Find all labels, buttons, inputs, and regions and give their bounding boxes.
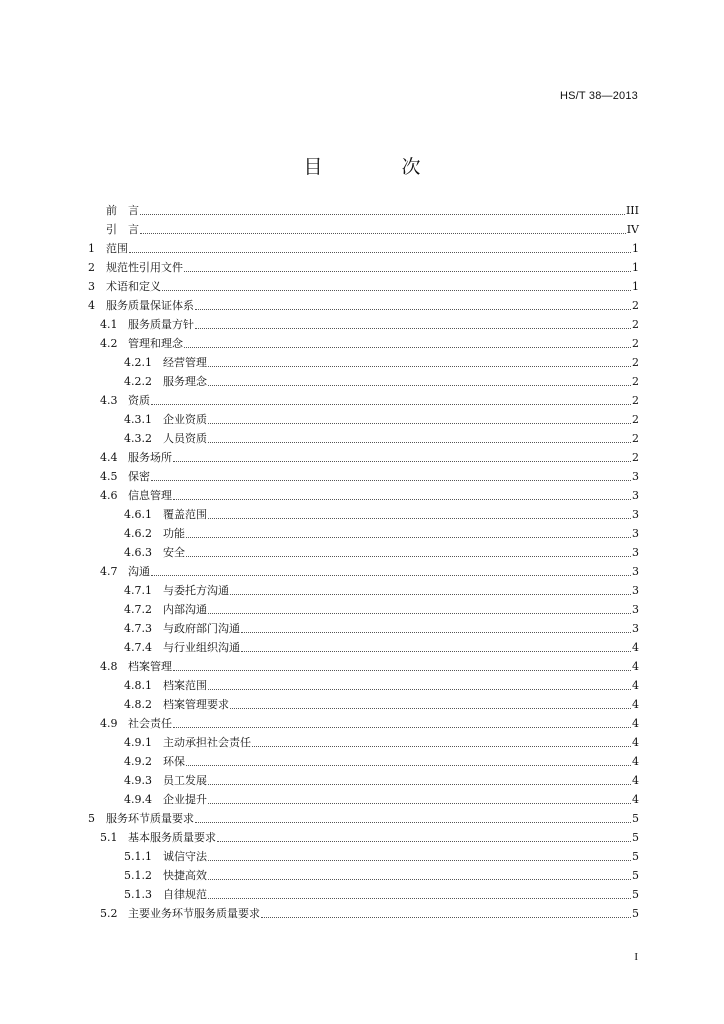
toc-entry[interactable] [88,448,639,467]
toc-entry-page: 1 [632,261,639,274]
toc-entry[interactable] [88,467,639,486]
toc-entry-number: 5.2 [100,907,118,920]
toc-entry-label: 经营管理 [163,356,207,369]
toc-entry-label: 与行业组织沟通 [163,641,240,654]
toc-entry-page: 2 [632,375,639,388]
toc-entry-page: 2 [632,432,639,445]
toc-entry-number: 5.1 [100,831,118,844]
toc-entry-label: 与委托方沟通 [163,584,229,597]
toc-entry-number: 4.9.3 [124,774,152,787]
toc-entry-label: 服务质量保证体系 [106,299,194,312]
toc-entry-number: 4.6.2 [124,527,152,540]
toc-entry-number: 4.9 [100,717,118,730]
toc-entry-number: 4.7 [100,565,118,578]
dot-leader [208,803,631,804]
dot-leader [195,822,631,823]
dot-leader [208,689,631,690]
dot-leader [261,917,631,918]
toc-entry-label: 档案范围 [163,679,207,692]
dot-leader [208,613,631,614]
toc-entry-number: 4.3.1 [124,413,152,426]
toc-entry-label: 自律规范 [163,888,207,901]
toc-entry-number: 4.2 [100,337,118,350]
toc-entry-number: 4.1 [100,318,118,331]
toc-entry-number: 4.9.2 [124,755,152,768]
toc-entry-label: 保密 [128,470,150,483]
toc-entry-number: 4.8 [100,660,118,673]
toc-entry[interactable] [88,505,639,524]
dot-leader [241,632,631,633]
toc-entry[interactable] [88,828,639,847]
toc-entry-number: 4.3 [100,394,118,407]
dot-leader [173,461,631,462]
toc-entry-page: 2 [632,394,639,407]
toc-title: 目 次 [303,156,451,178]
toc-entry-number: 4.2.2 [124,375,152,388]
toc-entry[interactable] [88,296,639,315]
toc-entry-page: 2 [632,413,639,426]
toc-entry[interactable] [88,714,639,733]
toc-entry-label: 安全 [163,546,185,559]
toc-entry-label: 覆盖范围 [163,508,207,521]
toc-entry-page: 5 [632,888,639,901]
toc-entry[interactable] [88,733,639,752]
toc-entry-page: 5 [632,850,639,863]
dot-leader [195,328,631,329]
dot-leader [208,879,631,880]
dot-leader [208,423,631,424]
dot-leader [208,442,631,443]
toc-entry-page: 4 [632,641,639,654]
toc-entry-number: 5.1.3 [124,888,152,901]
dot-leader [186,765,631,766]
toc-entry-page: III [625,204,639,217]
toc-entry[interactable] [88,847,639,866]
toc-entry-page: 3 [632,584,639,597]
toc-entry-number: 4.7.4 [124,641,152,654]
toc-entry-label: 管理和理念 [128,337,183,350]
toc-entry[interactable] [88,524,639,543]
toc-entry-label: 引 言 [106,223,139,236]
toc-entry-page: 5 [632,812,639,825]
toc-entry[interactable] [88,429,639,448]
dot-leader [208,366,631,367]
toc-entry[interactable] [88,391,639,410]
toc-entry-label: 快捷高效 [163,869,207,882]
toc-entry-number: 2 [88,261,95,274]
toc-entry-label: 服务场所 [128,451,172,464]
toc-entry-number: 5 [88,812,95,825]
toc-entry[interactable] [88,866,639,885]
toc-entry-number: 4.7.2 [124,603,152,616]
toc-entry-label: 范围 [106,242,128,255]
toc-entry-label: 企业资质 [163,413,207,426]
toc-entry[interactable] [88,809,639,828]
toc-entry-label: 术语和定义 [106,280,161,293]
toc-entry-page: 4 [632,793,639,806]
toc-entry-page: 5 [632,907,639,920]
toc-entry-number: 5.1.2 [124,869,152,882]
toc-entry-number: 4.8.2 [124,698,152,711]
toc-entry[interactable] [88,258,639,277]
dot-leader [173,499,631,500]
toc-entry-number: 4.6.1 [124,508,152,521]
toc-entry[interactable] [88,562,639,581]
toc-entry-label: 服务质量方针 [128,318,194,331]
dot-leader [186,537,631,538]
toc-entry-number: 4.4 [100,451,118,464]
dot-leader [230,594,631,595]
toc-entry[interactable] [88,657,639,676]
toc-entry-number: 4.7.3 [124,622,152,635]
toc-entry-number: 3 [88,280,95,293]
dot-leader [129,252,631,253]
toc-entry-page: 4 [632,717,639,730]
toc-entry-label: 诚信守法 [163,850,207,863]
toc-entry-number: 4.6.3 [124,546,152,559]
toc-entry[interactable] [88,771,639,790]
toc-entry-page: 3 [632,603,639,616]
toc-entry-label: 信息管理 [128,489,172,502]
toc-entry-number: 4.5 [100,470,118,483]
dot-leader [186,556,631,557]
dot-leader [217,841,631,842]
toc-entry-number: 4.8.1 [124,679,152,692]
toc-entry[interactable] [88,885,639,904]
toc-entry-page: 1 [632,242,639,255]
dot-leader [241,651,631,652]
toc-entry-page: 2 [632,337,639,350]
toc-entry-number: 4.3.2 [124,432,152,445]
toc-entry[interactable] [88,638,639,657]
toc-entry-number: 4.9.4 [124,793,152,806]
toc-entry[interactable] [88,353,639,372]
toc-entry-label: 功能 [163,527,185,540]
toc-entry-number: 4.6 [100,489,118,502]
toc-entry[interactable] [88,486,639,505]
dot-leader [252,746,631,747]
dot-leader [208,860,631,861]
page-number: I [634,951,638,963]
dot-leader [151,575,631,576]
toc-entry[interactable] [88,410,639,429]
dot-leader [208,518,631,519]
toc-entry[interactable] [88,543,639,562]
toc-entry-page: 3 [632,622,639,635]
toc-entry[interactable] [88,372,639,391]
toc-entry-page: 5 [632,831,639,844]
toc-entry-label: 员工发展 [163,774,207,787]
toc-entry[interactable] [88,239,639,258]
toc-entry-label: 环保 [163,755,185,768]
toc-entry[interactable] [88,790,639,809]
toc-entry[interactable] [88,315,639,334]
toc-entry[interactable] [88,619,639,638]
toc-entry-page: 3 [632,527,639,540]
dot-leader [208,898,631,899]
toc-entry-number: 1 [88,242,95,255]
toc-entry-number: 4.9.1 [124,736,152,749]
toc-entry-page: 4 [632,679,639,692]
dot-leader [151,404,631,405]
toc-entry-page: 3 [632,470,639,483]
dot-leader [151,480,631,481]
toc-entry[interactable] [88,695,639,714]
toc-entry[interactable] [88,220,639,239]
dot-leader [230,708,631,709]
dot-leader [173,727,631,728]
toc-entry-label: 主动承担社会责任 [163,736,251,749]
toc-entry-number: 5.1.1 [124,850,152,863]
toc-entry-page: 3 [632,508,639,521]
toc-entry-page: 4 [632,755,639,768]
toc-entry[interactable] [88,581,639,600]
toc-entry-label: 档案管理要求 [163,698,229,711]
toc-entry-label: 人员资质 [163,432,207,445]
toc-entry-page: 4 [632,774,639,787]
toc-entry-page: 5 [632,869,639,882]
toc-entry-page: 4 [632,698,639,711]
toc-entry[interactable] [88,334,639,353]
toc-entry-page: 4 [632,736,639,749]
dot-leader [162,290,631,291]
toc-entry-label: 服务理念 [163,375,207,388]
toc-entry-page: 2 [632,356,639,369]
toc-entry[interactable] [88,201,639,220]
toc-entry-page: 3 [632,565,639,578]
toc-entry[interactable] [88,752,639,771]
toc-entry-label: 内部沟通 [163,603,207,616]
toc-entry-label: 沟通 [128,565,150,578]
standard-code: HS/T 38—2013 [559,90,638,102]
toc-entry-page: IV [626,223,639,236]
toc-entry-page: 1 [632,280,639,293]
toc-entry-page: 3 [632,546,639,559]
dot-leader [208,784,631,785]
toc-entry-label: 服务环节质量要求 [106,812,194,825]
toc-entry[interactable] [88,676,639,695]
toc-entry[interactable] [88,277,639,296]
toc-entry-label: 前 言 [106,204,139,217]
toc-entry-label: 档案管理 [128,660,172,673]
table-of-contents [88,201,639,923]
toc-entry-page: 2 [632,299,639,312]
toc-entry-number: 4.2.1 [124,356,152,369]
dot-leader [184,347,631,348]
dot-leader [140,214,625,215]
toc-entry-label: 基本服务质量要求 [128,831,216,844]
toc-entry[interactable] [88,600,639,619]
toc-entry-label: 社会责任 [128,717,172,730]
toc-entry-label: 企业提升 [163,793,207,806]
toc-entry-page: 2 [632,318,639,331]
toc-entry-page: 4 [632,660,639,673]
dot-leader [140,233,626,234]
dot-leader [173,670,631,671]
toc-entry[interactable] [88,904,639,923]
toc-entry-number: 4 [88,299,95,312]
toc-entry-label: 资质 [128,394,150,407]
toc-entry-page: 3 [632,489,639,502]
toc-entry-label: 主要业务环节服务质量要求 [128,907,260,920]
toc-entry-number: 4.7.1 [124,584,152,597]
dot-leader [195,309,631,310]
toc-entry-label: 规范性引用文件 [106,261,183,274]
dot-leader [208,385,631,386]
toc-entry-label: 与政府部门沟通 [163,622,240,635]
dot-leader [184,271,631,272]
toc-entry-page: 2 [632,451,639,464]
